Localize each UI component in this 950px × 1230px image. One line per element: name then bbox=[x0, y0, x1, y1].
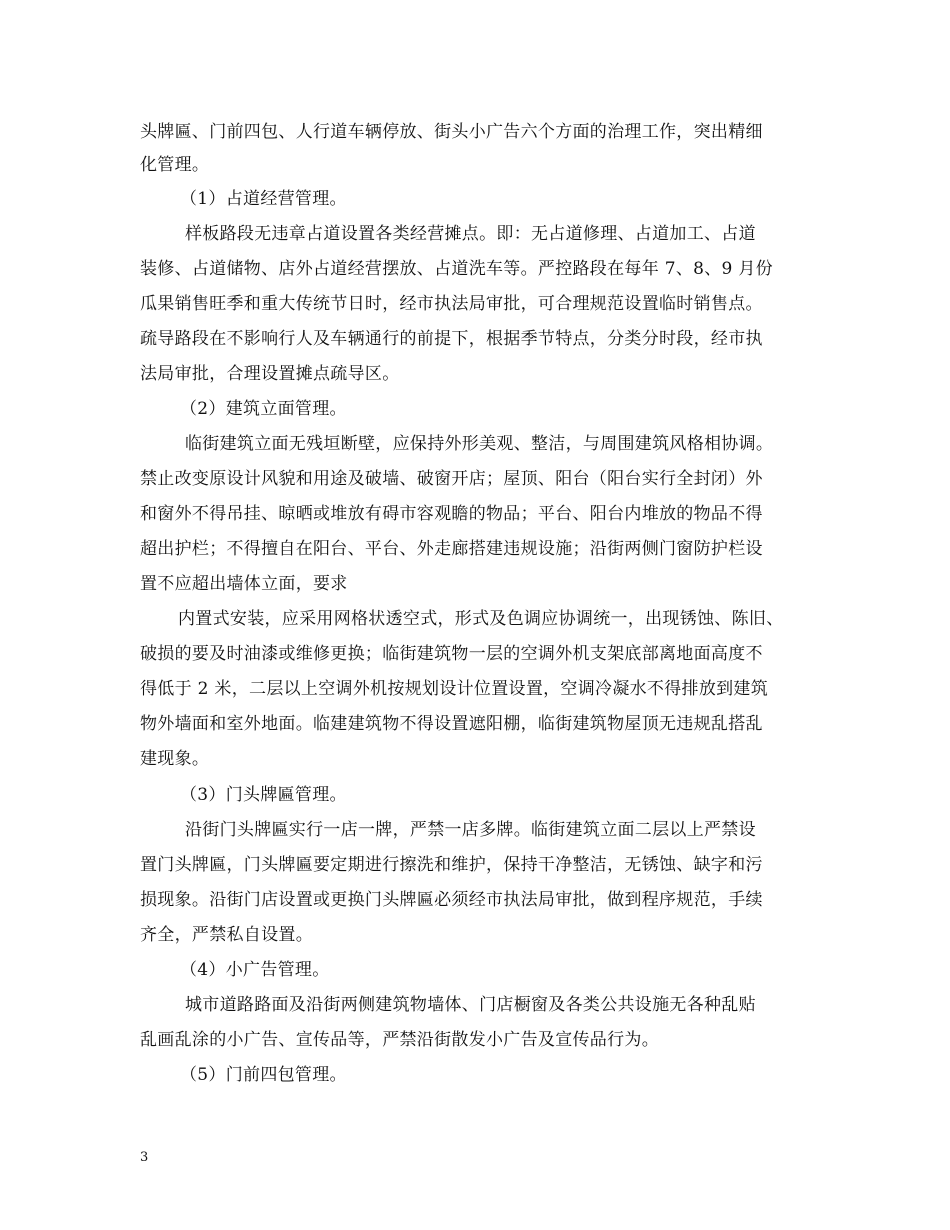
text-line: 破损的要及时油漆或维修更换；临街建筑物一层的空调外机支架底部离地面高度不 bbox=[140, 644, 763, 664]
text-line: 置门头牌匾，门头牌匾要定期进行擦洗和维护，保持干净整洁，无锈蚀、缺字和污 bbox=[140, 855, 763, 875]
section-heading: （4）小广告管理。 bbox=[180, 960, 330, 980]
text-line: 沿街门头牌匾实行一店一牌，严禁一店多牌。临街建筑立面二层以上严禁设 bbox=[185, 820, 756, 840]
text-line: 超出护栏；不得擅自在阳台、平台、外走廊搭建违规设施；沿街两侧门窗防护栏设 bbox=[140, 539, 763, 559]
text-line: 损现象。沿街门店设置或更换门头牌匾必须经市执法局审批，做到程序规范，手续 bbox=[140, 890, 763, 910]
text-line: 齐全，严禁私自设置。 bbox=[140, 925, 313, 945]
section-heading: （5）门前四包管理。 bbox=[180, 1065, 347, 1085]
text-line: 乱画乱涂的小广告、宣传品等，严禁沿街散发小广告及宣传品行为。 bbox=[140, 1030, 659, 1050]
text-line: 内置式安装，应采用网格状透空式，形式及色调应协调统一，出现锈蚀、陈旧、 bbox=[178, 609, 784, 629]
text-line: 法局审批，合理设置摊点疏导区。 bbox=[140, 364, 400, 384]
text-line: 得低于 2 米，二层以上空调外机按规划设计位置设置，空调冷凝水不得排放到建筑 bbox=[140, 679, 769, 699]
section-heading: （2）建筑立面管理。 bbox=[180, 399, 347, 419]
text-line: 瓜果销售旺季和重大传统节日时，经市执法局审批，可合理规范设置临时销售点。 bbox=[140, 294, 763, 314]
text-line: 头牌匾、门前四包、人行道车辆停放、街头小广告六个方面的治理工作，突出精细 bbox=[140, 122, 763, 142]
text-line: 临街建筑立面无残垣断壁，应保持外形美观、整洁，与周围建筑风格相协调。 bbox=[185, 434, 774, 454]
section-heading: （3）门头牌匾管理。 bbox=[180, 785, 347, 805]
section-heading: （1）占道经营管理。 bbox=[180, 189, 347, 209]
text-line: 置不应超出墙体立面，要求 bbox=[140, 574, 348, 594]
page-number: 3 bbox=[140, 1150, 149, 1165]
text-line: 和窗外不得吊挂、晾晒或堆放有碍市容观瞻的物品；平台、阳台内堆放的物品不得 bbox=[140, 504, 763, 524]
text-line: 禁止改变原设计风貌和用途及破墙、破窗开店；屋顶、阳台（阳台实行全封闭）外 bbox=[140, 469, 763, 489]
text-line: 城市道路路面及沿街两侧建筑物墙体、门店橱窗及各类公共设施无各种乱贴 bbox=[185, 995, 756, 1015]
text-line: 样板路段无违章占道设置各类经营摊点。即：无占道修理、占道加工、占道 bbox=[185, 224, 756, 244]
text-line: 装修、占道储物、店外占道经营摆放、占道洗车等。严控路段在每年 7、8、9 月份 bbox=[140, 259, 773, 279]
text-line: 建现象。 bbox=[140, 749, 210, 769]
text-line: 物外墙面和室外地面。临建建筑物不得设置遮阳棚，临街建筑物屋顶无违规乱搭乱 bbox=[140, 714, 763, 734]
text-line: 疏导路段在不影响行人及车辆通行的前提下，根据季节特点，分类分时段，经市执 bbox=[140, 329, 763, 349]
text-line: 化管理。 bbox=[140, 155, 210, 175]
